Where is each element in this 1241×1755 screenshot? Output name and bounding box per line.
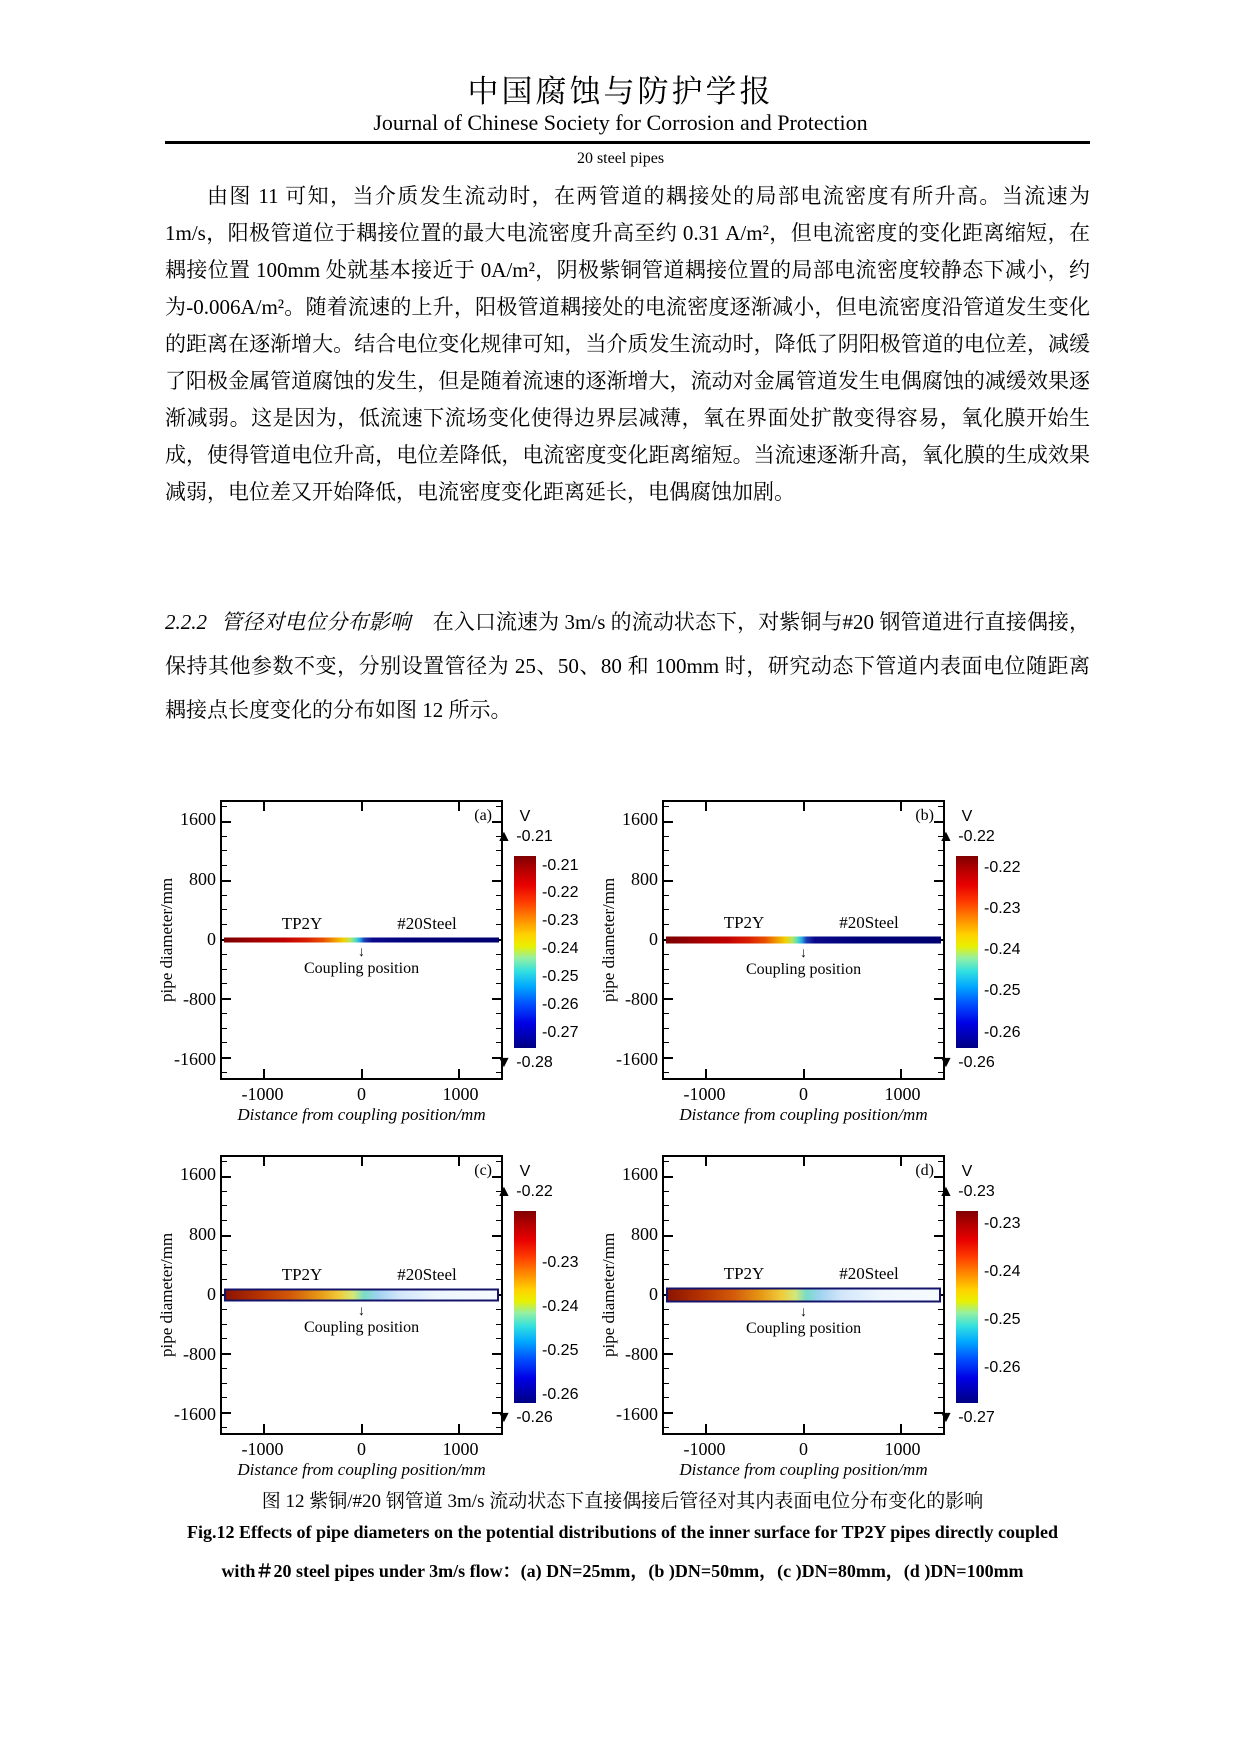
pipe-left-material-label: TP2Y: [281, 913, 323, 933]
x-tick: [361, 1157, 363, 1166]
y-tick-label: 1600: [180, 1164, 216, 1185]
colorbar: [938, 772, 1032, 1132]
journal-title-en: Journal of Chinese Society for Corrosion and Protection: [373, 110, 868, 135]
coupling-position-label: Coupling position: [303, 1318, 420, 1336]
colorbar-max-indicator: ▲ -0.22: [938, 828, 995, 845]
colorbar-tick-label: -0.25: [542, 1342, 579, 1360]
y-tick: [664, 1383, 669, 1384]
y-tick: [222, 836, 227, 837]
y-tick: [222, 1161, 227, 1162]
colorbar-max-indicator: ▲ -0.22: [496, 1183, 553, 1200]
y-tick: [222, 1412, 231, 1414]
y-tick: [222, 954, 227, 955]
x-tick-label: -1000: [241, 1084, 284, 1104]
x-tick: [263, 802, 265, 811]
x-tick: [263, 1157, 265, 1166]
y-tick-label: 1600: [180, 809, 216, 830]
x-tick: [803, 1157, 805, 1166]
chart-panel-b: [592, 772, 1032, 1132]
pipe-potential-bar: [224, 938, 499, 943]
y-tick: [664, 1220, 669, 1221]
x-tick-label: 0: [357, 1439, 366, 1459]
y-tick: [664, 806, 669, 807]
colorbar-gradient: [514, 856, 536, 1048]
colorbar-title: V: [961, 1163, 973, 1180]
x-tick: [803, 802, 805, 811]
colorbar-title: V: [519, 808, 531, 825]
y-tick: [222, 1013, 227, 1014]
figure-caption-cn: 图 12 紫铜/#20 钢管道 3m/s 流动状态下直接偶接后管径对其内表面电位分布变化的影响: [261, 1491, 984, 1512]
colorbar: [938, 1127, 1032, 1487]
panel-label: (d): [915, 1162, 934, 1179]
y-tick-label: -800: [625, 988, 658, 1009]
y-tick: [664, 1368, 669, 1369]
y-tick: [664, 1176, 673, 1178]
x-tick: [263, 1069, 265, 1078]
y-tick: [222, 1235, 231, 1237]
y-tick: [664, 1412, 673, 1414]
x-tick-label: 1000: [442, 1439, 479, 1459]
y-tick: [664, 998, 673, 1000]
coupling-arrow-icon: ↓: [800, 1304, 807, 1320]
y-tick: [664, 865, 669, 866]
y-axis-label: pipe diameter/mm: [157, 877, 176, 1003]
y-tick: [222, 1338, 227, 1339]
x-tick: [458, 1069, 460, 1078]
x-tick-label: 0: [357, 1084, 366, 1104]
x-axis-label: Distance from coupling position/mm: [237, 1105, 486, 1124]
x-tick: [361, 1424, 363, 1433]
x-tick: [705, 802, 707, 811]
y-tick: [664, 836, 669, 837]
y-tick-label: 0: [207, 1284, 216, 1304]
y-tick-label: -800: [625, 1343, 658, 1364]
y-tick: [664, 954, 669, 955]
y-tick: [222, 1264, 227, 1265]
colorbar-tick-label: -0.26: [542, 995, 579, 1013]
y-tick: [222, 909, 227, 910]
plot-area: [662, 800, 945, 1080]
pipe-right-material-label: #20Steel: [397, 1264, 457, 1284]
x-tick: [458, 802, 460, 811]
y-tick-label: 0: [207, 929, 216, 949]
y-tick: [222, 1042, 227, 1043]
colorbar-tick-label: -0.25: [984, 1311, 1021, 1329]
y-tick: [664, 1427, 669, 1428]
colorbar-gradient: [956, 1211, 978, 1403]
x-tick-label: -1000: [683, 1084, 726, 1104]
colorbar-tick-label: -0.25: [984, 982, 1021, 1000]
x-tick: [900, 802, 902, 811]
x-tick: [263, 1424, 265, 1433]
y-tick: [222, 1368, 227, 1369]
running-head: 20 steel pipes: [576, 150, 665, 167]
y-tick-label: -1600: [174, 1048, 216, 1069]
y-tick: [664, 1309, 669, 1310]
y-tick: [222, 821, 231, 823]
plot-area: [662, 1155, 945, 1435]
y-tick: [664, 924, 669, 925]
colorbar-tick-label: -0.27: [542, 1023, 579, 1041]
colorbar-tick-label: -0.22: [542, 884, 579, 902]
colorbar-tick-label: -0.26: [542, 1386, 579, 1404]
y-tick: [664, 1279, 669, 1280]
colorbar-max-indicator: ▲ -0.23: [938, 1183, 995, 1200]
coupling-arrow-icon: ↓: [800, 945, 807, 961]
y-tick: [222, 924, 227, 925]
y-tick-label: -800: [183, 988, 216, 1009]
section-title: 管径对电位分布影响: [221, 610, 411, 634]
y-tick: [664, 1353, 673, 1355]
colorbar-tick-label: -0.26: [984, 1359, 1021, 1377]
x-tick: [458, 1424, 460, 1433]
colorbar-min-indicator: ▼ -0.27: [938, 1409, 995, 1426]
y-tick: [664, 983, 669, 984]
y-tick: [664, 1057, 673, 1059]
y-tick: [664, 1205, 669, 1206]
pipe-right-material-label: #20Steel: [839, 912, 899, 932]
y-tick: [664, 1042, 669, 1043]
chart-panel-c: [150, 1127, 590, 1487]
x-tick-label: 0: [799, 1439, 808, 1459]
colorbar: [496, 772, 590, 1132]
y-tick: [222, 806, 227, 807]
y-tick: [222, 1191, 227, 1192]
y-axis-label: pipe diameter/mm: [157, 1232, 176, 1358]
x-axis-label: Distance from coupling position/mm: [237, 1460, 486, 1479]
colorbar-tick-label: -0.26: [984, 1023, 1021, 1041]
pipe-right-material-label: #20Steel: [839, 1263, 899, 1283]
y-tick: [222, 1427, 227, 1428]
y-tick-label: 1600: [622, 809, 658, 830]
colorbar-tick-label: -0.24: [984, 1263, 1021, 1281]
colorbar-min-indicator: ▼ -0.28: [496, 1054, 553, 1071]
x-tick-label: 1000: [442, 1084, 479, 1104]
y-tick: [222, 1324, 227, 1325]
colorbar-gradient: [956, 856, 978, 1048]
colorbar-tick-label: -0.23: [984, 899, 1021, 917]
journal-title-cn: 中国腐蚀与防护学报: [467, 74, 774, 109]
x-tick: [900, 1424, 902, 1433]
colorbar-tick-label: -0.23: [542, 912, 579, 930]
plot-area: [220, 800, 503, 1080]
y-tick: [222, 865, 227, 866]
x-tick-label: 0: [799, 1084, 808, 1104]
y-tick-label: 800: [189, 1224, 216, 1245]
y-tick: [664, 1250, 669, 1251]
y-tick: [664, 1324, 669, 1325]
coupling-position-label: Coupling position: [745, 960, 862, 978]
x-tick: [803, 1069, 805, 1078]
coupling-position-label: Coupling position: [745, 1319, 862, 1337]
chart-panel-a: [150, 772, 590, 1132]
y-tick: [664, 969, 669, 970]
pipe-left-material-label: TP2Y: [281, 1264, 323, 1284]
colorbar-min-indicator: ▼ -0.26: [938, 1054, 995, 1071]
x-tick: [705, 1069, 707, 1078]
y-tick-label: 0: [649, 929, 658, 949]
pipe-left-material-label: TP2Y: [723, 912, 765, 932]
colorbar-tick-label: -0.24: [984, 941, 1021, 959]
coupling-arrow-icon: ↓: [358, 944, 365, 960]
colorbar-tick-label: -0.22: [984, 858, 1021, 876]
y-tick: [222, 1250, 227, 1251]
x-axis-label: Distance from coupling position/mm: [679, 1105, 928, 1124]
panel-label: (a): [474, 807, 492, 824]
y-tick-label: 800: [631, 869, 658, 890]
y-tick: [222, 969, 227, 970]
y-tick: [664, 1264, 669, 1265]
x-tick: [705, 1424, 707, 1433]
y-tick-label: 800: [631, 1224, 658, 1245]
y-tick: [222, 850, 227, 851]
colorbar-gradient: [514, 1211, 536, 1403]
panel-label: (b): [915, 807, 934, 824]
y-tick: [664, 1338, 669, 1339]
coupling-position-label: Coupling position: [303, 959, 420, 977]
y-tick-label: -1600: [174, 1403, 216, 1424]
y-tick: [664, 1013, 669, 1014]
pipe-potential-bar: [224, 1289, 499, 1302]
colorbar-tick-label: -0.24: [542, 940, 579, 958]
y-tick: [222, 998, 231, 1000]
x-tick-label: 1000: [884, 1439, 921, 1459]
y-tick: [222, 895, 227, 896]
y-tick-label: 800: [189, 869, 216, 890]
y-tick: [222, 1072, 227, 1073]
y-tick: [222, 1205, 227, 1206]
plot-area: [220, 1155, 503, 1435]
y-tick: [664, 821, 673, 823]
x-tick: [705, 1157, 707, 1166]
x-tick-label: -1000: [683, 1439, 726, 1459]
pipe-left-material-label: TP2Y: [723, 1263, 765, 1283]
x-tick: [900, 1157, 902, 1166]
y-tick: [664, 895, 669, 896]
y-tick: [222, 880, 231, 882]
y-tick: [664, 1235, 673, 1237]
y-tick-label: 0: [649, 1284, 658, 1304]
y-tick: [222, 1176, 231, 1178]
colorbar: [496, 1127, 590, 1487]
y-tick: [664, 1028, 669, 1029]
y-tick: [664, 909, 669, 910]
coupling-arrow-icon: ↓: [358, 1303, 365, 1319]
pipe-potential-bar: [666, 1288, 941, 1303]
pipe-right-material-label: #20Steel: [397, 913, 457, 933]
y-tick-label: -1600: [616, 1403, 658, 1424]
x-tick: [803, 1424, 805, 1433]
y-tick: [222, 1353, 231, 1355]
y-axis-label: pipe diameter/mm: [599, 877, 618, 1003]
panel-label: (c): [474, 1162, 492, 1179]
colorbar-min-indicator: ▼ -0.26: [496, 1409, 553, 1426]
y-tick: [222, 1057, 231, 1059]
y-tick: [664, 1161, 669, 1162]
x-axis-label: Distance from coupling position/mm: [679, 1460, 928, 1479]
x-tick-label: -1000: [241, 1439, 284, 1459]
y-tick: [222, 983, 227, 984]
chart-panel-d: [592, 1127, 1032, 1487]
y-axis-label: pipe diameter/mm: [599, 1232, 618, 1358]
y-tick: [664, 1191, 669, 1192]
section-body: 在入口流速为 3m/s 的流动状态下，对紫铜与#20 钢管道进行直接偶接，保持其他参数不变，分别设置管径为 25、50、80 和 100mm 时，研究动态下管道内表面电位随距离耦接点长度变化的分布如图 12 所示。: [165, 610, 1090, 722]
y-tick: [222, 1220, 227, 1221]
colorbar-title: V: [961, 808, 973, 825]
y-tick: [222, 1028, 227, 1029]
y-tick: [222, 1309, 227, 1310]
x-tick: [458, 1157, 460, 1166]
pipe-potential-bar: [666, 937, 941, 944]
colorbar-title: V: [519, 1163, 531, 1180]
colorbar-tick-label: -0.21: [542, 856, 579, 874]
x-tick: [900, 1069, 902, 1078]
section-number: 2.2.2: [165, 610, 207, 634]
y-tick: [664, 850, 669, 851]
y-tick-label: 1600: [622, 1164, 658, 1185]
y-tick: [222, 1279, 227, 1280]
y-tick-label: -1600: [616, 1048, 658, 1069]
y-tick: [664, 1397, 669, 1398]
colorbar-tick-label: -0.23: [984, 1215, 1021, 1233]
x-tick: [361, 1069, 363, 1078]
colorbar-tick-label: -0.24: [542, 1298, 579, 1315]
figure-caption-en-line2: with＃20 steel pipes under 3m/s flow：(a) DN=25mm，(b )DN=50mm，(c )DN=80mm，(d )DN=100mm: [221, 1561, 1024, 1581]
body-paragraph: 由图 11 可知，当介质发生流动时，在两管道的耦接处的局部电流密度有所升高。当流速为 1m/s，阳极管道位于耦接位置的最大电流密度升高至约 0.31 A/m²，但电流密度的变化距离缩短，在耦接位置 100mm 处就基本接近于 0A/m²，阴极紫铜管道耦接位置的局部电流密度较静态下减小，约为-0.006A/m²。随着流速的上升，阳极管道耦接处的电流密度逐渐减小，但电流密度沿管道发生变化的距离在逐渐增大。结合电位变化规律可知，当介质发生流动时，降低了阴阳极管道的电位差，减缓了阳极金属管道腐蚀的发生，但是随着流速的逐渐增大，流动对金属管道发生电偶腐蚀的减缓效果逐渐减弱。这是因为，低流速下流场变化使得边界层减薄，氧在界面处扩散变得容易，氧化膜开始生成，使得管道电位升高，电位差降低，电流密度变化距离缩短。当流速逐渐升高，氧化膜的生成效果减弱，电位差又开始降低，电流密度变化距离延长，电偶腐蚀加剧。: [165, 184, 1090, 504]
y-tick: [222, 1383, 227, 1384]
y-tick: [664, 880, 673, 882]
colorbar-tick-label: -0.23: [542, 1253, 579, 1271]
y-tick: [222, 1397, 227, 1398]
colorbar-max-indicator: ▲ -0.21: [496, 828, 553, 845]
x-tick: [361, 802, 363, 811]
x-tick-label: 1000: [884, 1084, 921, 1104]
y-tick-label: -800: [183, 1343, 216, 1364]
figure-caption-en-line1: Fig.12 Effects of pipe diameters on the potential distributions of the inner surface for TP2Y pipes directly coupled: [187, 1522, 1058, 1542]
y-tick: [664, 1072, 669, 1073]
colorbar-tick-label: -0.25: [542, 967, 579, 985]
